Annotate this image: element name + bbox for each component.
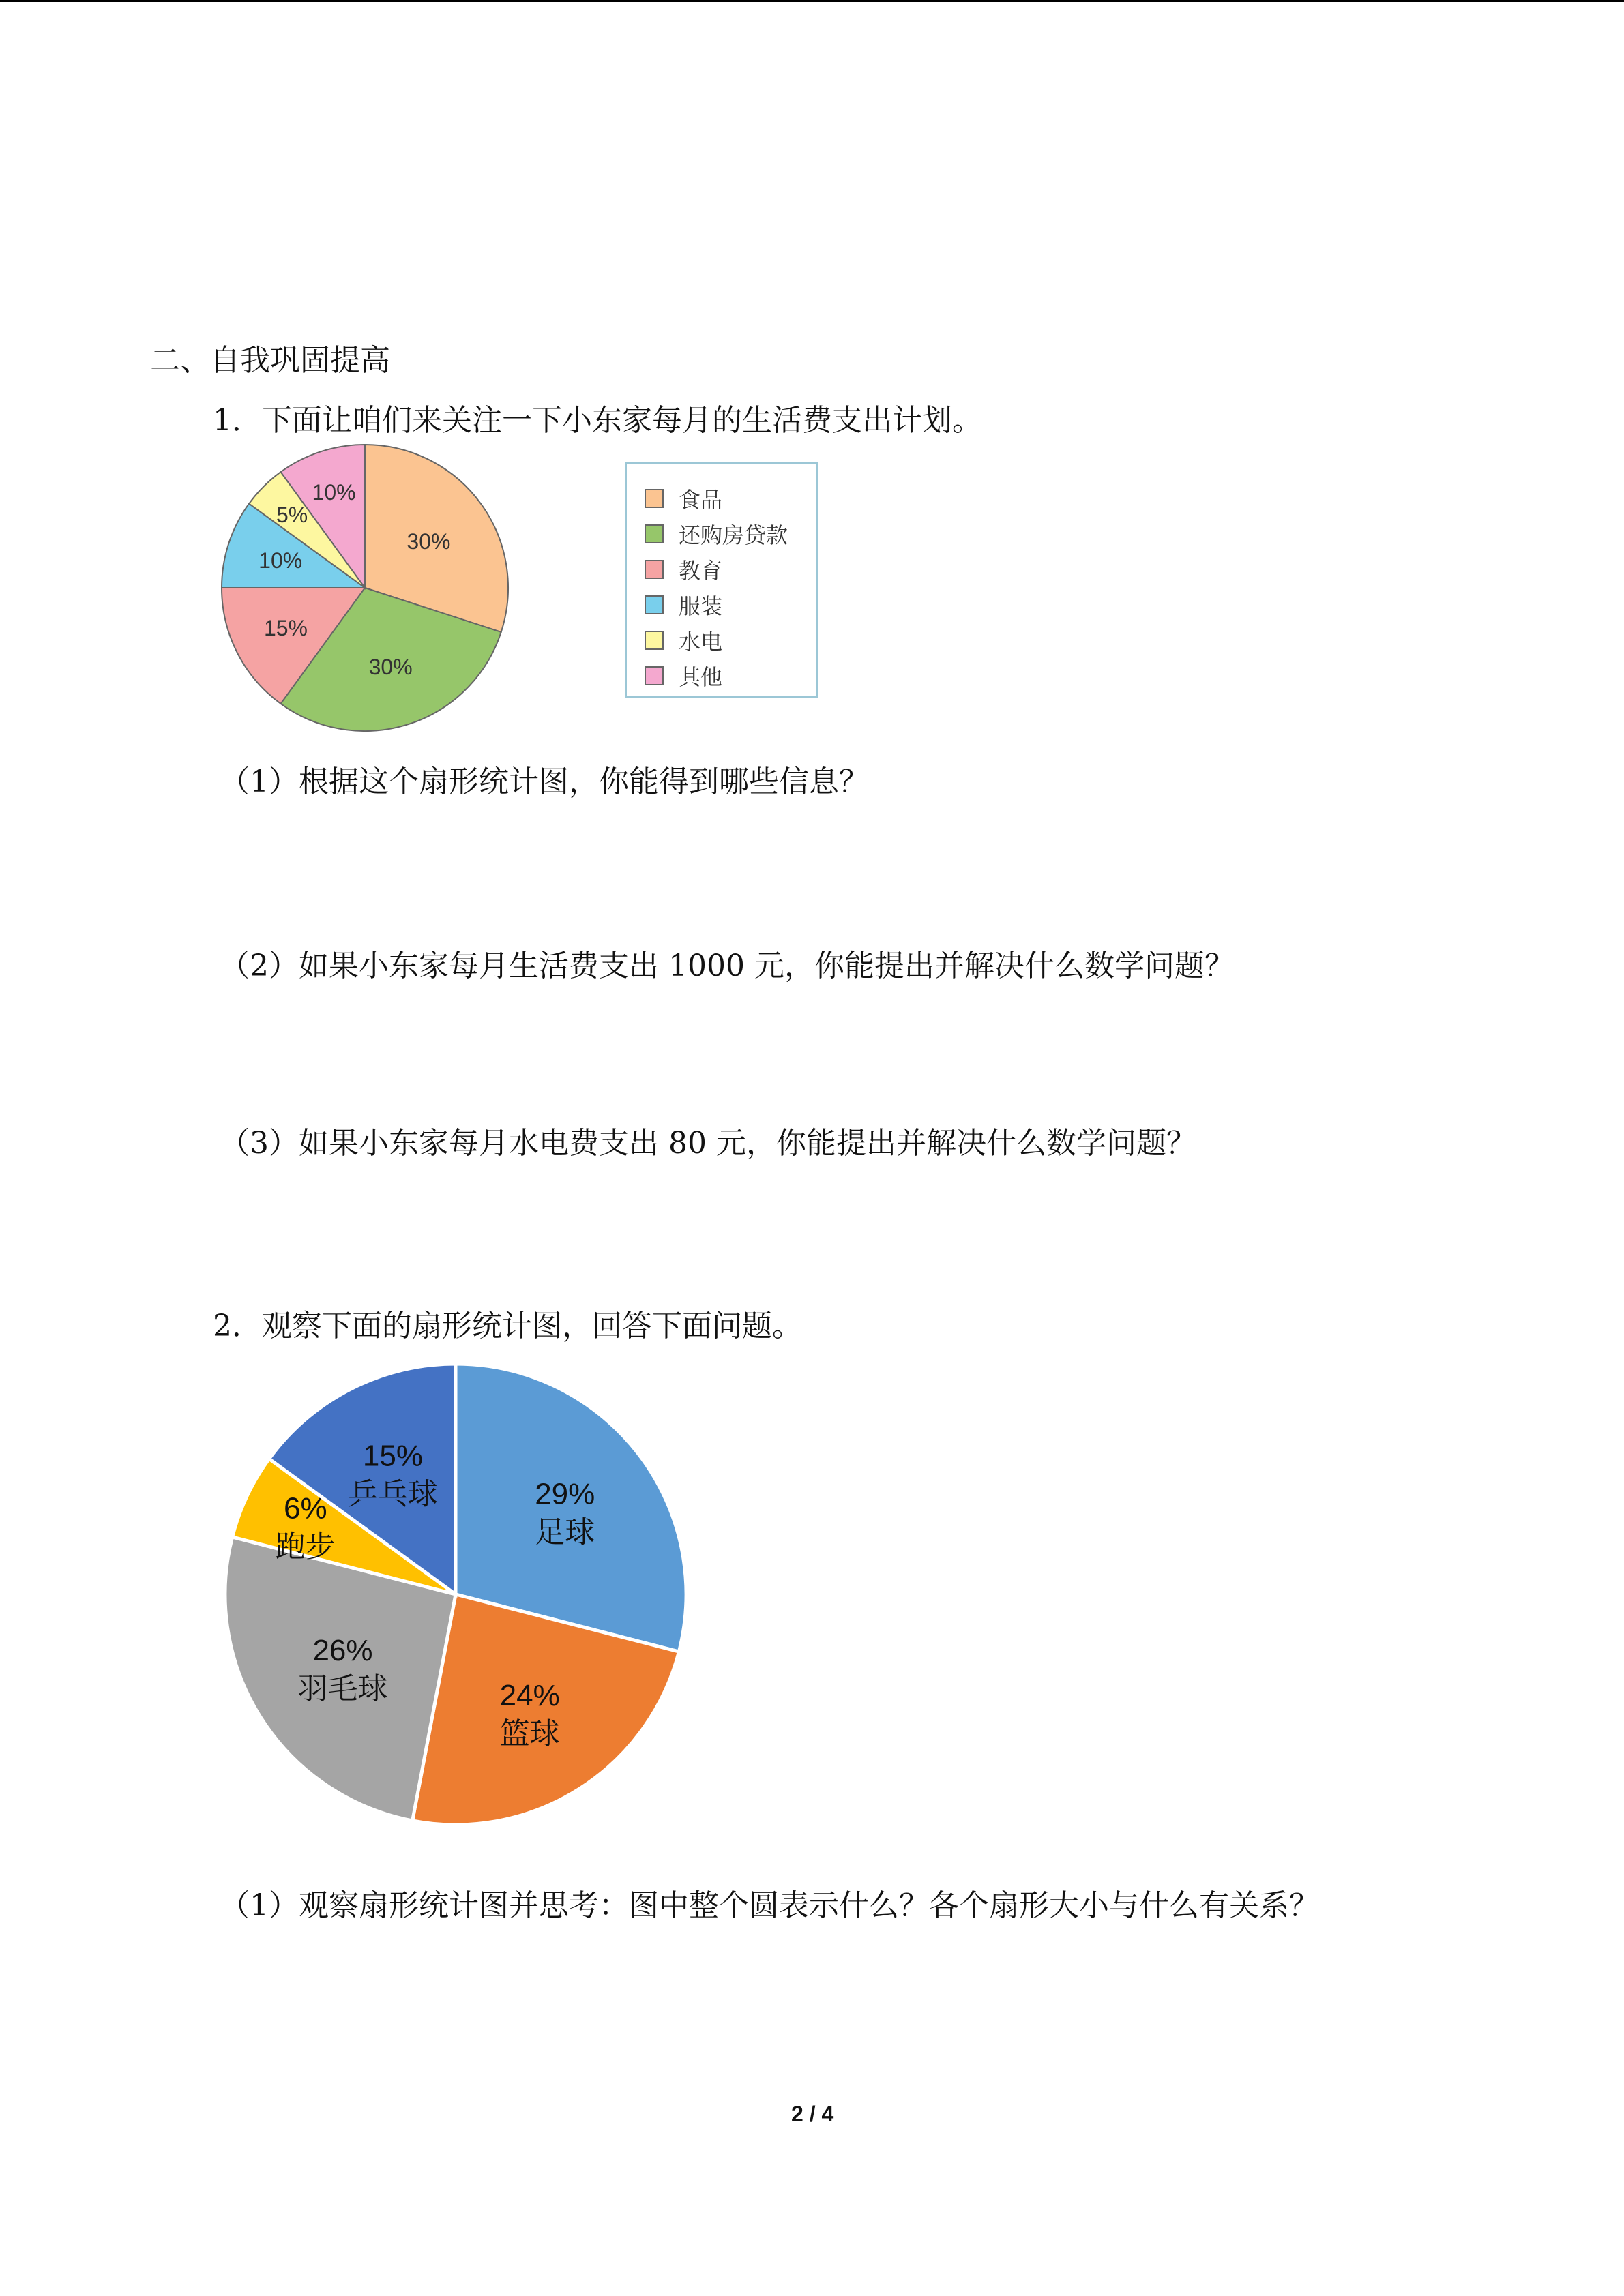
question-1-part-2: （2）如果小东家每月生活费支出 1000 元，你能提出并解决什么数学问题？ xyxy=(220,949,1235,983)
legend-label: 食品 xyxy=(679,487,723,513)
legend-item xyxy=(645,591,722,618)
legend-swatch xyxy=(645,666,664,685)
pie-value-label: 15% xyxy=(263,616,308,641)
legend-item xyxy=(645,627,722,654)
living-expenses-legend xyxy=(625,462,818,698)
legend-label: 教育 xyxy=(679,558,723,584)
legend-swatch xyxy=(645,631,664,650)
pie-category-label: 乒乓球 xyxy=(347,1477,438,1511)
sports-pie-chart xyxy=(205,1357,709,1834)
legend-label: 其他 xyxy=(679,664,723,690)
legend-label: 水电 xyxy=(679,629,723,655)
pie-value-label: 26% xyxy=(312,1634,373,1668)
question-1-part-1: （1）根据这个扇形统计图，你能得到哪些信息？ xyxy=(220,764,869,799)
pie-category-label: 足球 xyxy=(535,1515,595,1549)
legend-item xyxy=(645,485,722,512)
living-expenses-pie-chart xyxy=(215,436,515,736)
pie-value-label: 15% xyxy=(362,1439,423,1473)
pie-value-label: 5% xyxy=(276,503,308,528)
legend-swatch xyxy=(645,524,664,543)
pie-value-label: 10% xyxy=(259,548,303,573)
legend-label: 还购房贷款 xyxy=(679,522,788,548)
pie-value-label: 6% xyxy=(284,1491,327,1525)
legend-swatch xyxy=(645,595,664,614)
page-number: 2 / 4 xyxy=(791,2102,834,2126)
legend-item xyxy=(645,662,722,689)
pie-category-label: 羽毛球 xyxy=(297,1672,388,1706)
legend-item xyxy=(645,556,722,583)
question-2-part-1: （1）观察扇形统计图并思考：图中整个圆表示什么？各个扇形大小与什么有关系？ xyxy=(220,1888,1319,1923)
legend-label: 服装 xyxy=(679,593,723,619)
legend-swatch xyxy=(645,560,664,579)
section-heading: 二、自我巩固提高 xyxy=(150,343,390,378)
pie-value-label: 30% xyxy=(407,529,451,554)
pie-category-label: 跑步 xyxy=(275,1530,336,1564)
pie-value-label: 10% xyxy=(312,480,356,505)
question-2-intro: 2．观察下面的扇形统计图，回答下面问题。 xyxy=(213,1309,802,1343)
page-top-rule xyxy=(0,0,1624,2)
pie-value-label: 24% xyxy=(499,1679,560,1713)
legend-item xyxy=(645,520,788,548)
question-1-part-3: （3）如果小东家每月水电费支出 80 元，你能提出并解决什么数学问题？ xyxy=(220,1126,1196,1161)
question-1-intro: 1．下面让咱们来关注一下小东家每月的生活费支出计划。 xyxy=(213,403,982,438)
pie-value-label: 29% xyxy=(535,1477,595,1511)
legend-swatch xyxy=(645,489,664,508)
pie-value-label: 30% xyxy=(368,654,413,679)
pie-category-label: 篮球 xyxy=(499,1717,560,1751)
